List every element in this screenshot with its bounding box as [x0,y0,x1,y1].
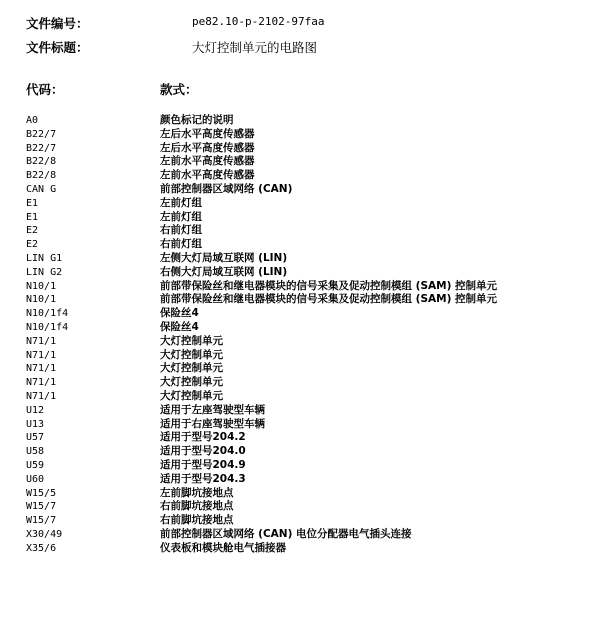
component-code: W15/7 [26,501,57,513]
component-description: 左后水平高度传感器 [160,127,255,140]
doc-number-label: 文件编号： [26,16,89,31]
component-code: N71/1 [26,390,57,402]
doc-title-value: 大灯控制单元的电路图 [192,40,318,55]
component-description: 保险丝4 [160,307,199,320]
list-item [26,128,596,142]
component-description: 左前水平高度传感器 [160,155,255,168]
list-item [26,376,596,390]
list-item [26,500,596,514]
list-item [26,349,596,363]
component-code: N71/1 [26,363,57,375]
list-item [26,418,596,432]
component-code: N10/1f4 [26,308,69,320]
component-code: B22/8 [26,170,57,182]
component-code: LIN G1 [26,252,63,264]
component-description: 适用于左座驾驶型车辆 [160,403,265,416]
list-item [26,114,596,128]
component-description: 大灯控制单元 [160,334,223,347]
component-description: 大灯控制单元 [160,362,223,375]
component-code: W15/5 [26,487,57,499]
component-description: 大灯控制单元 [160,389,223,402]
list-item [26,542,596,556]
component-code: U59 [26,459,45,471]
component-code: W15/7 [26,515,57,527]
component-code: U58 [26,446,45,458]
list-item [26,293,596,307]
component-code: U12 [26,404,45,416]
component-description: 左前脚坑接地点 [160,486,234,499]
component-code: U57 [26,432,45,444]
list-item [26,431,596,445]
list-item [26,211,596,225]
list-item [26,266,596,280]
list-item [26,362,596,376]
list-item [26,155,596,169]
component-description: 前部带保险丝和继电器模块的信号采集及促动控制模组 (SAM) 控制单元 [160,279,498,292]
component-description: 大灯控制单元 [160,376,223,389]
component-code: X30/49 [26,528,63,540]
component-description: 颜色标记的说明 [160,114,234,126]
table-header [26,80,586,98]
list-item [26,183,596,197]
component-description: 右侧大灯局域互联网 (LIN) [160,265,288,278]
component-description: 右前灯组 [160,224,202,237]
list-item [26,224,596,238]
component-code: B22/8 [26,156,57,168]
component-code: N71/1 [26,377,57,389]
component-description: 适用于型号204.9 [160,458,246,471]
list-item [26,252,596,266]
component-code: E1 [26,197,39,209]
component-description: 左后水平高度传感器 [160,141,255,154]
component-code: N71/1 [26,349,57,361]
list-item [26,238,596,252]
component-description: 适用于型号204.0 [160,445,246,458]
component-code: B22/7 [26,128,57,140]
list-item [26,445,596,459]
component-description: 适用于型号204.3 [160,472,246,485]
list-item [26,514,596,528]
list-item [26,459,596,473]
component-code: U13 [26,418,45,430]
list-item [26,307,596,321]
component-description: 前部带保险丝和继电器模块的信号采集及促动控制模组 (SAM) 控制单元 [160,293,498,306]
doc-number-value: pe82.10-p-2102-97faa [192,15,325,28]
component-description: 左前水平高度传感器 [160,169,255,182]
component-description: 左前灯组 [160,210,202,223]
list-item [26,142,596,156]
component-code: X35/6 [26,542,57,554]
list-item [26,404,596,418]
component-code: N10/1 [26,280,57,292]
desc-column-header: 款式： [160,82,198,97]
component-code: A0 [26,115,39,126]
component-code: LIN G2 [26,266,63,278]
component-code: E2 [26,225,39,237]
component-description: 保险丝4 [160,320,199,333]
list-item [26,390,596,404]
component-code: N71/1 [26,335,57,347]
component-code: B22/7 [26,142,57,154]
component-description: 前部控制器区域网络 (CAN) [160,182,293,195]
list-item [26,335,596,349]
component-description: 左前灯组 [160,196,202,209]
list-item [26,473,596,487]
code-column-header: 代码： [26,82,64,97]
list-item [26,487,596,501]
list-item [26,280,596,294]
component-description: 前部控制器区域网络 (CAN) 电位分配器电气插头连接 [160,527,412,540]
list-item [26,169,596,183]
component-code: E1 [26,211,39,223]
doc-title-label: 文件标题： [26,40,89,55]
component-description: 仪表板和模块舱电气插接器 [160,541,286,554]
component-code: U60 [26,473,45,485]
component-description: 右前脚坑接地点 [160,500,234,513]
list-item [26,528,596,542]
component-description: 适用于型号204.2 [160,431,246,444]
component-code: CAN G [26,183,57,195]
list-item [26,321,596,335]
component-code: E2 [26,239,39,251]
component-description: 左侧大灯局域互联网 (LIN) [160,251,288,264]
component-code: N10/1 [26,294,57,306]
component-description: 适用于右座驾驶型车辆 [160,417,265,430]
list-item [26,197,596,211]
component-description: 右前灯组 [160,238,202,251]
component-description: 大灯控制单元 [160,348,223,361]
component-list [26,114,596,556]
component-code: N10/1f4 [26,321,69,333]
component-description: 右前脚坑接地点 [160,514,234,527]
